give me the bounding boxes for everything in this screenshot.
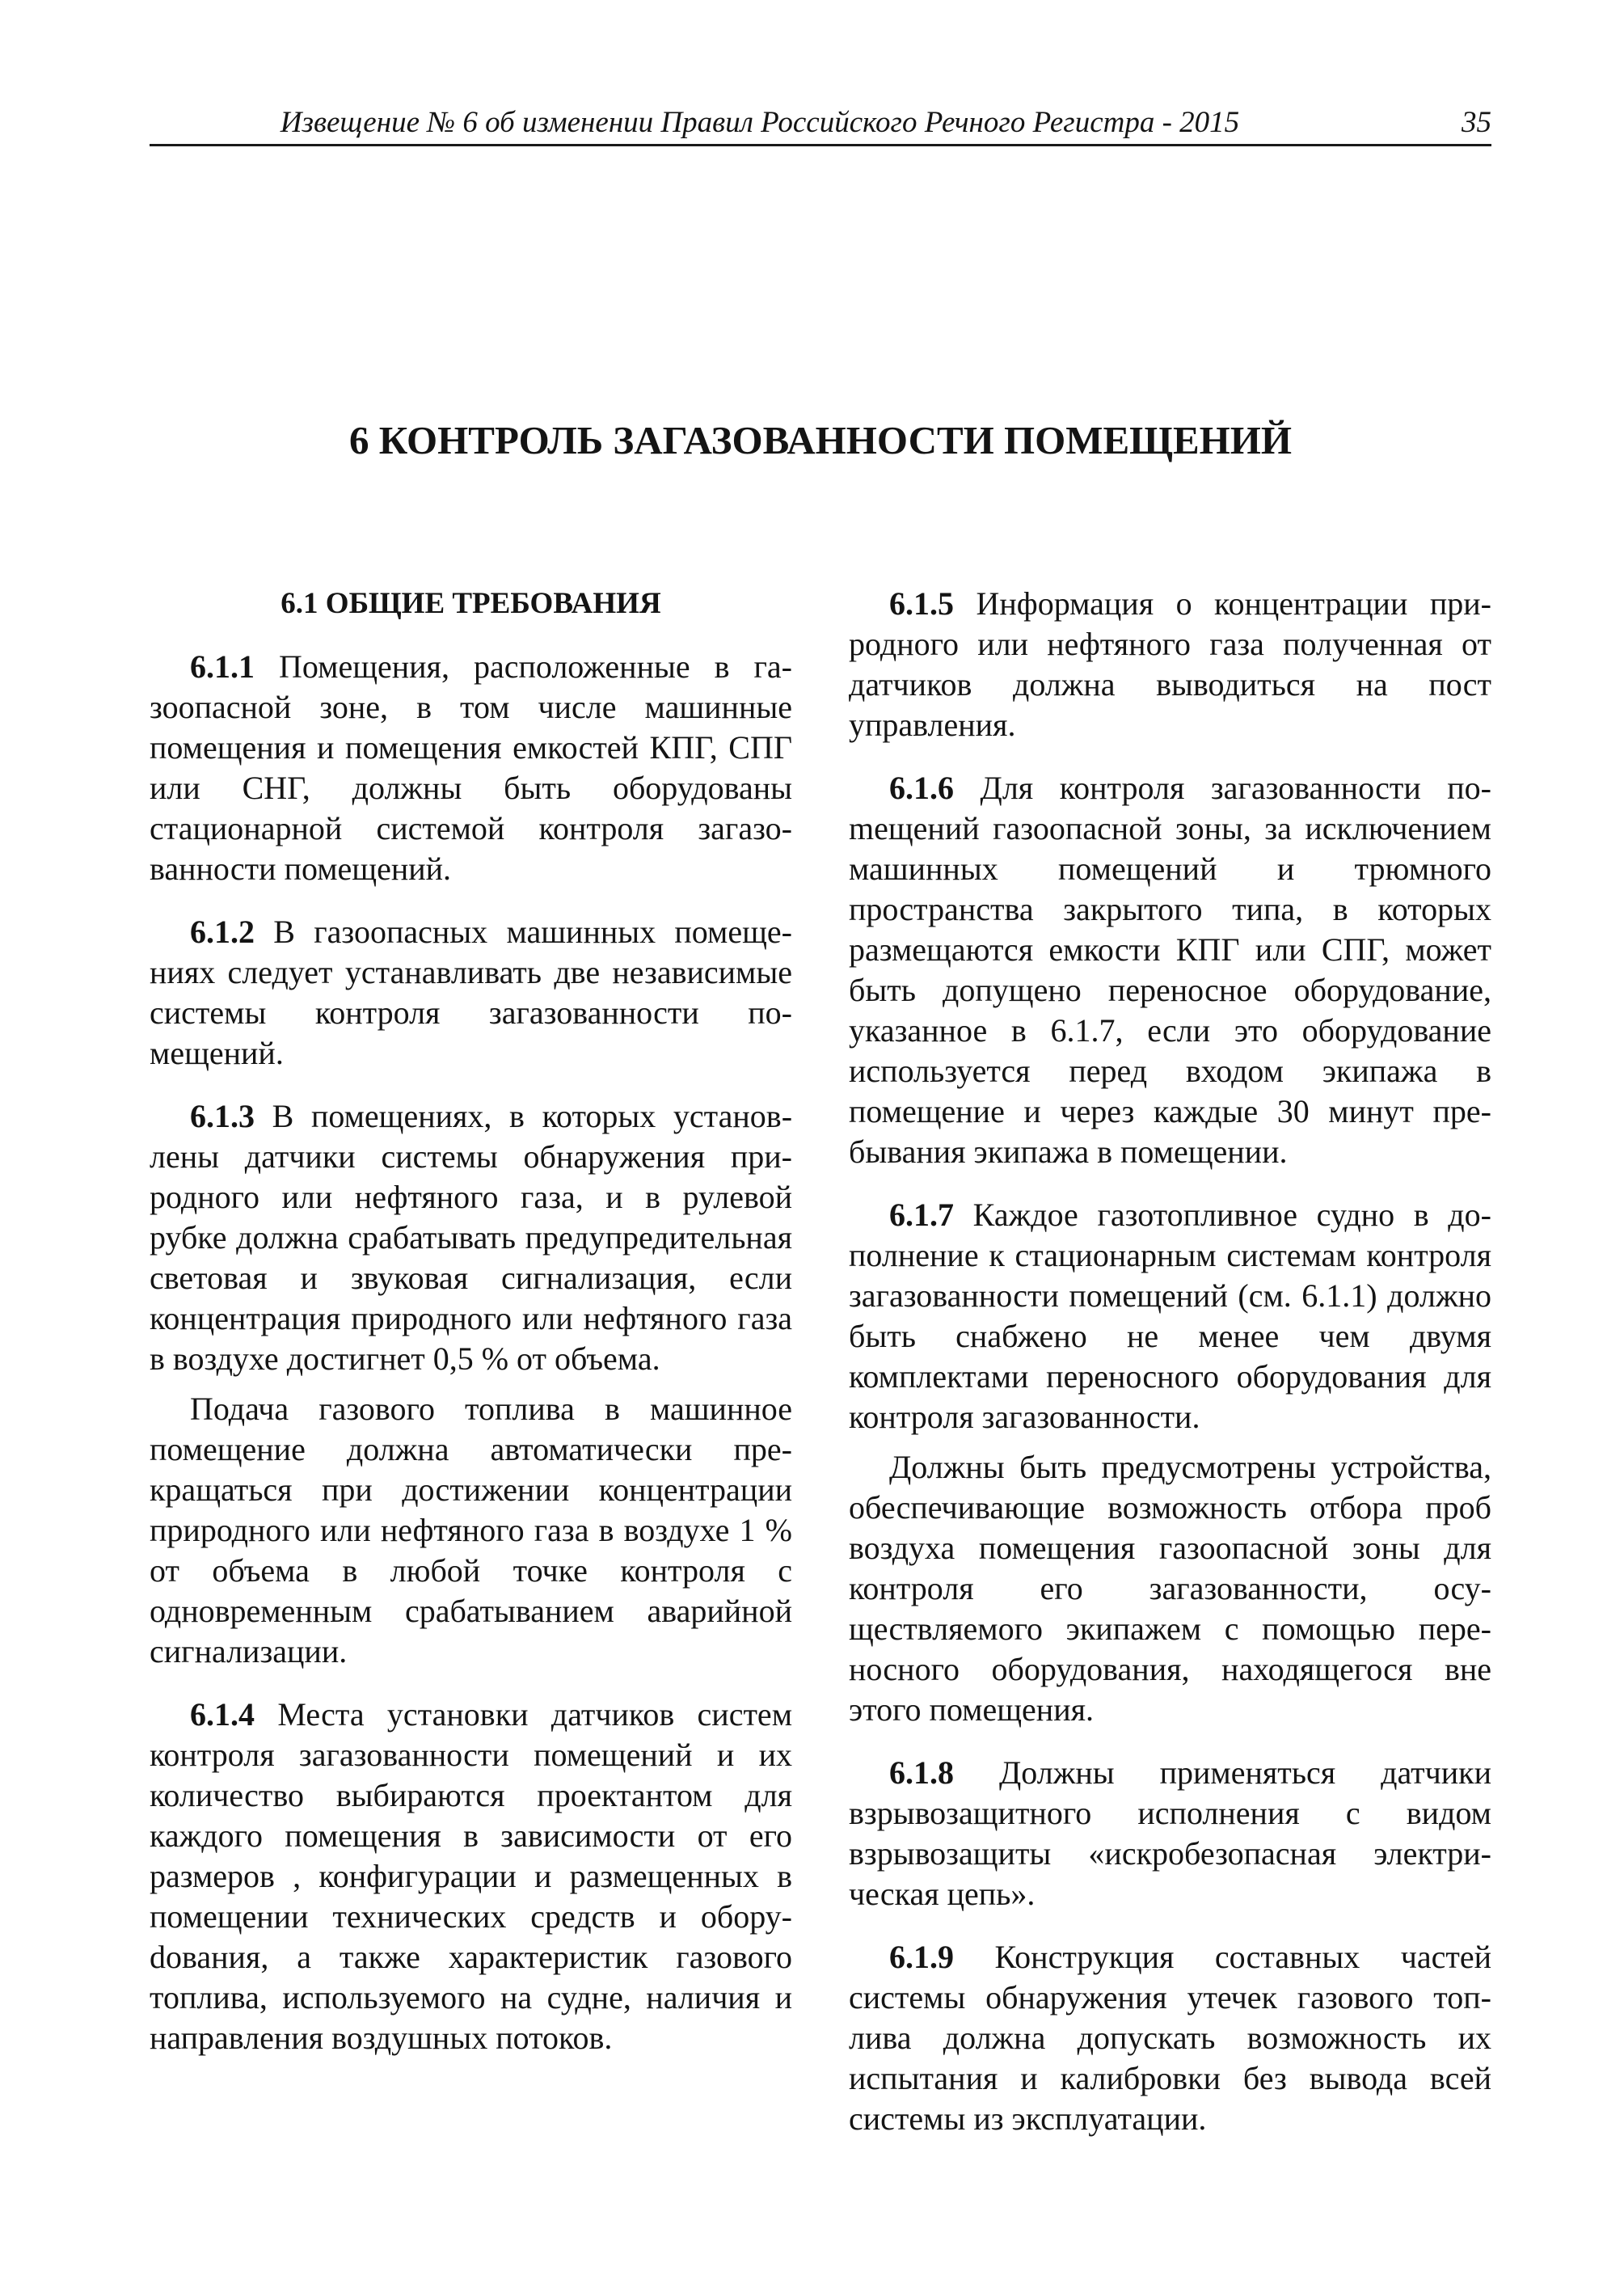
paragraph-6-1-4	[150, 1695, 792, 2058]
left-column	[150, 584, 792, 2081]
running-title: Извещение № 6 об изменении Правил Российского Речного Регистра - 2015	[280, 106, 1240, 139]
paragraph-text: Должны применяться датчики взрывозащитного исполнения с видом взрывозащиты «искробезопасная электрическая цепь».	[849, 1754, 1492, 1912]
paragraph-6-1-5	[849, 584, 1491, 745]
paragraph-6-1-9	[849, 1937, 1491, 2139]
paragraph-text: В газоопасных машинных помещениях следует устанавливать две независимые системы контроля загазованности помещений.	[150, 914, 792, 1071]
paragraph-text: Подача газового топлива в машинное помещение должна автоматически прекращаться при достижении концентрации природного или нефтяного газа в воздухе 1 % от объема в любой точке контроля с одновременным срабатыванием аварийной сигнализации.	[150, 1391, 792, 1669]
paragraph-text: Каждое газотопливное судно в дополнение к стационарным системам контроля загазованности помещений (см. 6.1.1) должно быть снабжено не менее чем двумя комплектами переносного оборудования для контроля загазованности.	[849, 1197, 1491, 1435]
paragraph-number: 6.1.8	[889, 1754, 954, 1791]
paragraph-text: Конструкция составных частей системы обнаружения утечек газового топлива должна допускать возможность их испытания и калибровки без вывода всей системы из эксплуатации.	[849, 1939, 1491, 2137]
paragraph-number: 6.1.1	[190, 648, 255, 685]
paragraph-6-1-7-continued	[849, 1447, 1491, 1730]
paragraph-number: 6.1.4	[190, 1696, 255, 1733]
paragraph-number: 6.1.3	[190, 1098, 255, 1134]
page-number: 35	[1462, 106, 1491, 139]
paragraph-number: 6.1.2	[190, 914, 255, 950]
paragraph-number: 6.1.9	[889, 1939, 954, 1975]
paragraph-text: Помещения, расположенные в газоопасной зоне, в том числе машинные помещения и помещения емкостей КПГ, СПГ или СНГ, должны быть оборудованы стационарной системой контроля загазованности помещений.	[150, 648, 792, 887]
running-header	[150, 105, 1491, 146]
chapter-title: 6 КОНТРОЛЬ ЗАГАЗОВАННОСТИ ПОМЕЩЕНИЙ	[348, 418, 1293, 462]
paragraph-text: Места установки датчиков систем контроля загазованности помещений и их количество выбираются проектантом для каждого помещения в зависимости от его размеров , конфигурации и размещенных в помещении технических средств и оборуdования, а также характеристик газового топлива, используемого на судне, наличия и направления воздушных потоков.	[150, 1696, 792, 2056]
paragraph-text: В помещениях, в которых установлены датчики системы обнаружения природного или нефтяного газа, и в рулевой рубке должна срабатывать предупредительная световая и звуковая сигнализация, если концентрация природного или нефтяного газа в воздухе достигнет 0,5 % от объема.	[150, 1098, 793, 1377]
paragraph-6-1-3	[150, 1096, 792, 1379]
paragraph-6-1-3-continued	[150, 1389, 792, 1672]
paragraph-6-1-7	[849, 1195, 1491, 1437]
paragraph-text: Должны быть предусмотрены устройства, обеспечивающие возможность отбора проб воздуха помещения газоопасной зоны для контроля его загазованности, осуществляемого экипажем с помощью переносного оборудования, находящегося вне этого помещения.	[849, 1449, 1491, 1728]
paragraph-6-1-2	[150, 912, 792, 1074]
paragraph-number: 6.1.5	[889, 585, 954, 622]
right-column	[849, 584, 1491, 2162]
paragraph-6-1-1	[150, 647, 792, 889]
paragraph-number: 6.1.6	[889, 770, 954, 806]
paragraph-6-1-6	[849, 768, 1491, 1172]
paragraph-text: Для контроля загазованности поmещений газоопасной зоны, за исключением машинных помещений и трюмного пространства закрытого типа, в которых размещаются емкости КПГ или СПГ, может быть допущено переносное оборудование, указанное в 6.1.7, если это оборудование используется перед входом экипажа в помещение и через каждые 30 минут пребывания экипажа в помещении.	[849, 770, 1491, 1170]
paragraph-text: Информация о концентрации природного или нефтяного газа полученная от датчиков должна выводиться на пост управления.	[849, 585, 1491, 743]
paragraph-number: 6.1.7	[889, 1197, 954, 1233]
section-title: 6.1 ОБЩИЕ ТРЕБОВАНИЯ	[281, 587, 661, 620]
paragraph-6-1-8	[849, 1753, 1491, 1914]
